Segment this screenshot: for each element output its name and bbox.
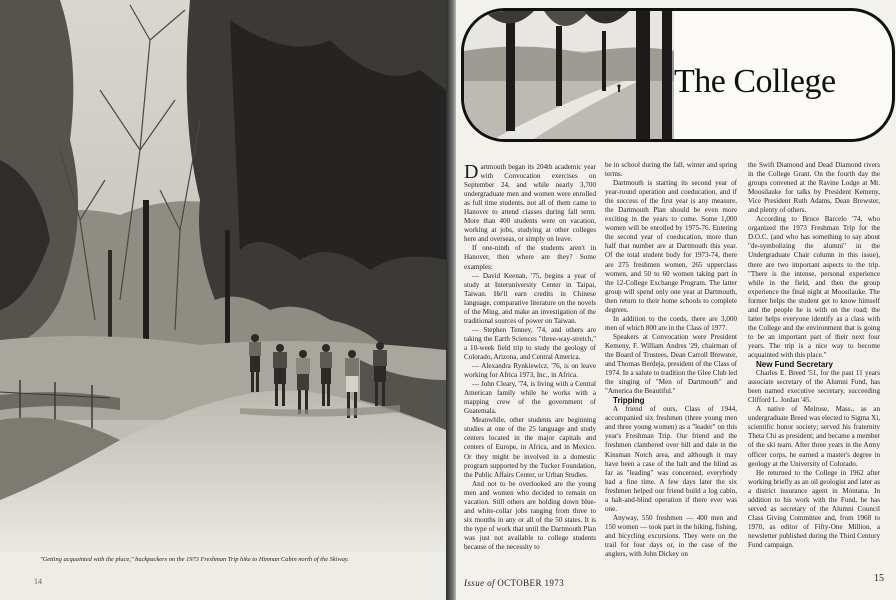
column-2	[605, 161, 737, 559]
col1-paragraph: — Alexandra Rynkiewicz, '76, is on leave working for Africa 1973, Inc., in Africa.	[464, 362, 596, 380]
col2-paragraph: be in school during the fall, winter and spring terms.	[605, 161, 737, 179]
drop-cap: D	[464, 161, 479, 183]
col3-paragraph: the Swift Diamond and Dead Diamond rivers in the College Grant. On the fourth day the groups convened at the Ravine Lodge at Mt. Moosilauke for talks by President Kemeny, Vice President Ruth Adams, Dean Brewster, and plenty of others.	[748, 161, 880, 215]
col1-paragraph: If one-ninth of the students aren't in Hanover, then where are they? Some examples:	[464, 244, 596, 271]
header-banner	[461, 8, 895, 142]
column-3	[748, 161, 880, 550]
issue-footer	[464, 578, 564, 588]
section-title: The College	[674, 63, 836, 100]
col1-paragraph: — David Keenan, '75, begins a year of study at Interuniversity Center in Taipai, Taiwan. He'll earn credits in Chinese language, comparative literature on the novels of the Ming, and make an investigation of the traditional sources of power on Taiwan.	[464, 271, 596, 325]
subhead-tripping: Tripping	[613, 396, 645, 406]
col1-paragraph: And not to be overlooked are the young men and women who decided to remain on vacation. Still others are holding down blue- and white-collar jobs ranging from three to six months in any or all of the 50 states. It is the type of work that until the Dartmouth Plan was just not available to college students because of the necessity to	[464, 479, 596, 551]
col2-paragraph: Anyway, 550 freshmen — 400 men and 150 women — took part in the hiking, fishing, and bicycling excursions. They were on the trail for four days or, in the case of the anglers, with John Dickey on	[605, 513, 738, 559]
backpackers-photo	[0, 0, 446, 600]
right-page-number: 15	[874, 573, 884, 584]
col1-paragraph: Meanwhile, other students are beginning studies at one of the 25 language and study centers located in the major capitals and centers of Europe, in Africa, and in Mexico. Or they might be involved in a domestic program supported by the Tucker Foundation, the Public Affairs Center, or Urban Studies.	[464, 416, 596, 479]
right-page	[456, 0, 896, 600]
col3-paragraph: According to Bruce Barcelo '74, who organized the 1973 Freshman Trip for the D.O.C. (and who has something to say about "de-symbolizing the alumni" in the Undergraduate Chair column in this issue), there are two important aspects to the trip. "There is the intense, personal experience while in the field, and then the group experience the final night at Moosilauke. The former helps the student get to know himself and the people he is with on the road; the latter helps everyone identify as a class with the College and the environment that is going to be an important part of their next four years. The trip is a nice way to become acquainted with this place."	[748, 215, 880, 359]
col2-paragraph: Dartmouth is starting its second year of year-round operation and coeducation, and if the success of the first year is any measure, the Dartmouth Plan should be even more exciting in the years to come. Some 1,000 women will be enrolled by 1975-76. Entering the second year of coeducation, more than half that number are at Dartmouth this year. Of the total student body for 1973-74, there are 275 freshmen women, 265 upperclass women, and 50 to 60 women taking part in the 12-College Exchange Program. The latter group will spend only one year at Dartmouth, then return to their home schools to complete degrees.	[605, 179, 737, 314]
left-page-number: 14	[34, 577, 42, 586]
col2-paragraph: In addition to the coeds, there are 3,000 men of which 800 are in the Class of 1977.	[605, 314, 737, 332]
issue-label: Issue of	[464, 578, 495, 588]
left-page	[0, 0, 446, 600]
column-1	[464, 163, 596, 552]
col1-paragraph: — Stephen Tenney, '74, and others are taking the Earth Sciences "three-way-stretch," a 10-week field trip to study the geology of Colorado, Arizona, and Central America.	[464, 325, 596, 361]
col2-paragraph: Speakers at Convocation were President Kemeny, F. William Andres '29, chairman of the Board of Trustees, Dean Carroll Brewster, and Thomas Berdeja, president of the Class of 1974. In a salute to tradition the Glee Club led the singing of "Men of Dartmouth" and "America the Beautiful."	[605, 332, 737, 396]
col2-paragraph: A friend of ours, Class of 1944, accompanied six freshmen (three young men and three young women) as a "leader" on this year's Freshman Trip. Our friend and the freshmen clambered over hill and dale in the Kinsman Notch area, and although it may have been a case of the halt and the blind as far as "leading" was concerned, everybody had a fine time. A few days later the six freshmen helped our friend build a log cabin, a halt-and-blind operation if there ever was one.	[605, 405, 737, 513]
col3-paragraph: He returned to the College in 1962 after working briefly as an oil geologist and later as a district insurance agent in Montana. In addition to his work with the Fund, he has served as secretary of the Alumni Council Class Giving Committee and, from 1968 to 1970, as editor of Fifty-One Million, a newsletter published during the Third Century Fund campaign.	[748, 468, 880, 549]
col3-paragraph: Charles E. Breed '51, for the past 11 years associate secretary of the Alumni Fund, has been named executive secretary, succeeding Clifford L. Jordan '45.	[748, 369, 880, 405]
col1-paragraph	[464, 163, 596, 244]
col1-p1-text: artmouth began its 204th academic year with Convocation exercises on September 24, and while nearly 3,700 undergraduate men and women were enrolled as full time students, not all of them came to Hanover to attend classes during fall term. More than 400 students were on vacation, working at jobs, studying at other colleges here and overseas, or simply on leave.	[464, 163, 596, 244]
issue-month: OCTOBER 1973	[497, 578, 565, 588]
col3-paragraph: A native of Melrose, Mass., as an undergraduate Breed was elected to Sigma Xi, scientific honor society; served his fraternity Theta Chi as president; and became a member of the ski team. After three years in the Army officer corps, he earned a master's degree in geology at the University of Colorado.	[748, 405, 880, 468]
subhead-new-fund-secretary: New Fund Secretary	[756, 360, 833, 370]
col1-paragraph: — John Cleary, '74, is living with a Central American family while he works with a mapping crew of the government of Guatemala.	[464, 380, 596, 416]
binding-gutter	[446, 0, 456, 600]
photo-caption: "Getting acquainted with the place," backpackers on the 1973 Freshman Trip hike to Hinman Cabin north of the Skiway.	[40, 556, 349, 563]
